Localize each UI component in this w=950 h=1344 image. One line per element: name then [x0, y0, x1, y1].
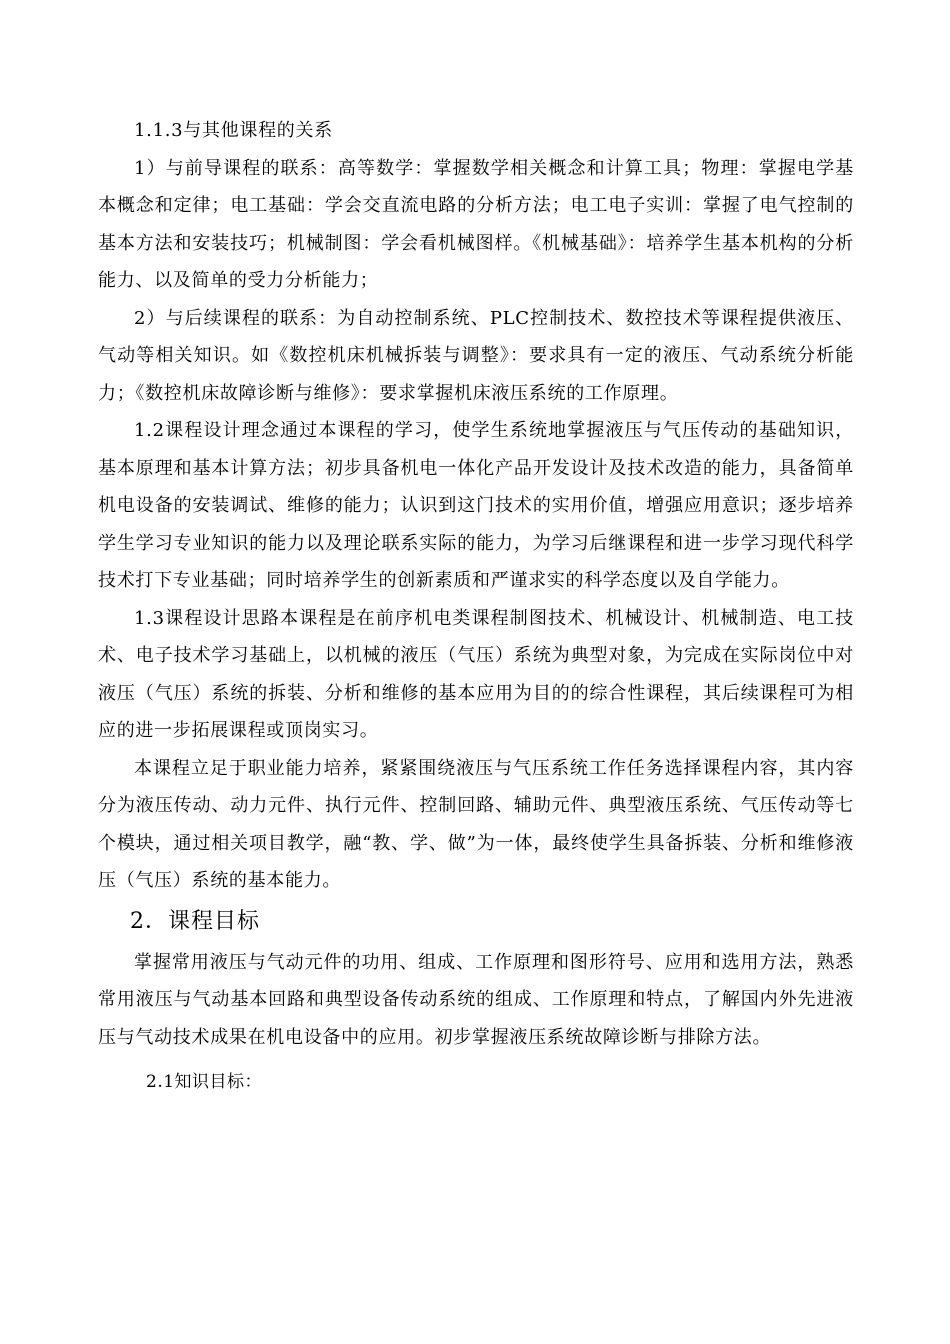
paragraph-follow-up-courses: 2）与后续课程的联系：为自动控制系统、PLC控制技术、数控技术等课程提供液压、气动等相关知识。如《数控机床机械拆装与调整》：要求具有一定的液压、气动系统分析能力；《数控机床故障诊断与维修》：要求掌握机床液压系统的工作原理。 — [98, 307, 854, 404]
paragraph-prerequisite-courses: 1）与前导课程的联系：高等数学：掌握数学相关概念和计算工具；物理：掌握电学基本概念和定律；电工基础：学会交直流电路的分析方法；电工电子实训：掌握了电气控制的基本方法和安装技巧；机械制图：学会看机械图样。《机械基础》：培养学生基本机构的分析能力、以及简单的受力分析能力； — [98, 157, 854, 291]
paragraph-design-concept: 1.2课程设计理念通过本课程的学习，使学生系统地掌握液压与气压传动的基础知识，基本原理和基本计算方法；初步具备机电一体化产品开发设计及技术改造的能力，具备简单机电设备的安装调试、维修的能力；认识到这门技术的实用价值，增强应用意识；逐步培养学生学习专业知识的能力以及理论联系实际的能力，为学习后继课程和进一步学习现代科学技术打下专业基础；同时培养学生的创新素质和严谨求实的科学态度以及自学能力。 — [98, 420, 854, 591]
paragraph-course-modules: 本课程立足于职业能力培养，紧紧围绕液压与气压系统工作任务选择课程内容，其内容分为液压传动、动力元件、执行元件、控制回路、辅助元件、典型液压系统、气压传动等七个模块，通过相关项目教学，融“教、学、做”为一体，最终使学生具备拆装、分析和维修液压（气压）系统的基本能力。 — [98, 757, 854, 891]
section-heading-knowledge-goals: 2.1知识目标： — [146, 1072, 263, 1092]
paragraph-course-goals: 掌握常用液压与气动元件的功用、组成、工作原理和图形符号、应用和选用方法，熟悉常用液压与气动基本回路和典型设备传动系统的组成、工作原理和特点，了解国内外先进液压与气动技术成果在机电设备中的应用。初步掌握液压系统故障诊断与排除方法。 — [98, 951, 854, 1048]
document-body — [98, 112, 854, 1102]
paragraph-design-approach: 1.3课程设计思路本课程是在前序机电类课程制图技术、机械设计、机械制造、电工技术、电子技术学习基础上，以机械的液压（气压）系统为典型对象，为完成在实际岗位中对液压（气压）系统的拆装、分析和维修的基本应用为目的的综合性课程，其后续课程可为相应的进一步拓展课程或顶岗实习。 — [98, 607, 854, 741]
section-heading-1-1-3: 1.1.3与其他课程的关系 — [134, 120, 333, 141]
section-heading-course-goals: 2．课程目标 — [130, 908, 260, 934]
